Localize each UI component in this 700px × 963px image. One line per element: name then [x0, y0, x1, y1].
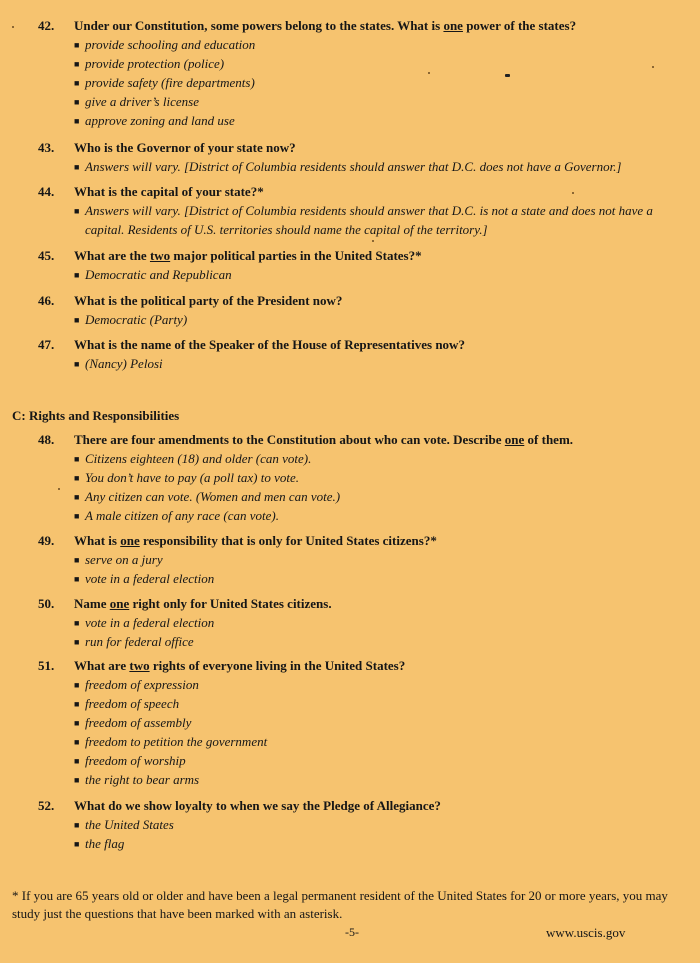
question-number: 43. [38, 140, 55, 155]
answer-item: ■ vote in a federal election [74, 615, 215, 630]
answer-item: ■ run for federal office [74, 634, 194, 649]
question-text: Who is the Governor of your state now? [74, 140, 296, 155]
scan-speck [428, 72, 430, 74]
page-number: -5- [345, 925, 359, 939]
answer-item: ■ Citizens eighteen (18) and older (can vote). [74, 451, 312, 466]
question-number: 50. [38, 596, 55, 611]
question-text: What is the political party of the President now? [74, 293, 343, 308]
answer-item: ■ approve zoning and land use [74, 113, 235, 128]
scan-speck [12, 26, 14, 28]
question-text: What are the two major political parties in the United States?* [74, 248, 422, 263]
scan-speck [58, 488, 60, 490]
question-number: 51. [38, 658, 55, 673]
question-text: There are four amendments to the Constitution about who can vote. Describe one of them. [74, 432, 574, 447]
answer-item: ■ the flag [74, 836, 125, 851]
website-url: www.uscis.gov [546, 925, 626, 940]
question-text: What are two rights of everyone living in the United States? [74, 658, 406, 673]
scan-speck [572, 192, 574, 194]
answer-item: ■ Democratic and Republican [74, 267, 232, 282]
answer-item: ■ provide safety (fire departments) [74, 75, 255, 90]
question-number: 44. [38, 184, 55, 199]
answer-item: ■ provide protection (police) [74, 56, 225, 71]
scan-speck [505, 74, 510, 77]
question-text: Under our Constitution, some powers belong to the states. What is one power of the states? [74, 18, 577, 33]
answer-item: ■ A male citizen of any race (can vote). [74, 508, 279, 523]
answer-item: ■ freedom to petition the government [74, 734, 268, 749]
question-text: What do we show loyalty to when we say the Pledge of Allegiance? [74, 798, 441, 813]
answer-item: ■ Answers will vary. [District of Columbia residents should answer that D.C. is not a state and does not have a [74, 203, 653, 218]
question-text: What is the name of the Speaker of the House of Representatives now? [74, 337, 465, 352]
scan-speck [372, 240, 374, 242]
answer-item-continued: capital. Residents of U.S. territories should name the capital of the territory.] [85, 222, 488, 237]
question-number: 45. [38, 248, 55, 263]
answer-item: ■ (Nancy) Pelosi [74, 356, 163, 371]
answer-item: ■ the right to bear arms [74, 772, 200, 787]
question-text: What is the capital of your state?* [74, 184, 264, 199]
answer-item: ■ Any citizen can vote. (Women and men can vote.) [74, 489, 341, 504]
answer-item: ■ You don’t have to pay (a poll tax) to vote. [74, 470, 299, 485]
answer-item: ■ give a driver’s license [74, 94, 199, 109]
answer-item: ■ Answers will vary. [District of Columbia residents should answer that D.C. does not have a Governor.] [74, 159, 622, 174]
answer-item: ■ provide schooling and education [74, 37, 256, 52]
answer-item: ■ freedom of assembly [74, 715, 192, 730]
question-number: 48. [38, 432, 55, 447]
section-title: C: Rights and Responsibilities [12, 408, 180, 423]
question-number: 47. [38, 337, 55, 352]
question-number: 49. [38, 533, 55, 548]
question-number: 42. [38, 18, 55, 33]
answer-item: ■ freedom of speech [74, 696, 180, 711]
question-text: What is one responsibility that is only for United States citizens?* [74, 533, 437, 548]
answer-item: ■ serve on a jury [74, 552, 163, 567]
asterisk-footnote: * If you are 65 years old or older and have been a legal permanent resident of the United States for 20 or more years, you may study just the questions that have been marked with an asterisk. [12, 888, 668, 921]
question-text: Name one right only for United States citizens. [74, 596, 332, 611]
question-number: 46. [38, 293, 55, 308]
question-number: 52. [38, 798, 55, 813]
scan-speck [652, 66, 654, 68]
answer-item: ■ vote in a federal election [74, 571, 215, 586]
answer-item: ■ freedom of expression [74, 677, 199, 692]
answer-item: ■ the United States [74, 817, 174, 832]
answer-item: ■ Democratic (Party) [74, 312, 188, 327]
answer-item: ■ freedom of worship [74, 753, 186, 768]
